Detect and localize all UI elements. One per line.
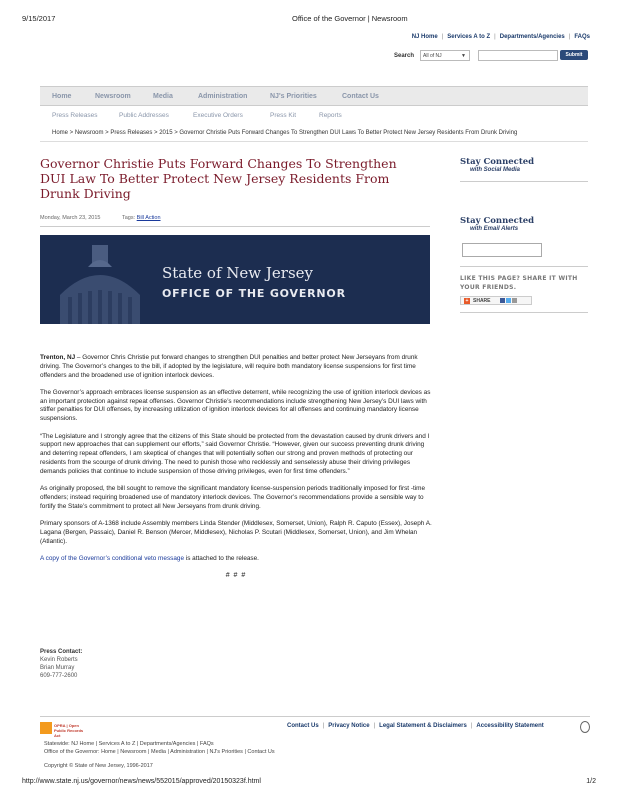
press-contact: [40, 648, 82, 680]
tag-link-bill-action[interactable]: Bill Action: [136, 215, 161, 221]
plus-icon: +: [465, 297, 469, 304]
share-prompt: LIKE THIS PAGE? SHARE IT WITH YOUR FRIENDS.: [460, 275, 578, 291]
separator: |: [441, 34, 444, 40]
separator: |: [568, 34, 571, 40]
email-icon: [512, 298, 517, 303]
footer-privacy-link[interactable]: Privacy Notice: [328, 723, 370, 729]
print-page-number: 1/2: [586, 778, 596, 785]
footer-accessibility-link[interactable]: Accessibility Statement: [476, 723, 544, 729]
footer-nav-lines: [44, 741, 275, 756]
search-input[interactable]: [478, 50, 558, 61]
separator: |: [322, 723, 325, 729]
print-date: 9/15/2017: [22, 14, 56, 23]
nav-faqs[interactable]: FAQs: [574, 34, 590, 40]
page-title: Governor Christie Puts Forward Changes To Strengthen DUI Law To Better Protect New Jersey Residents From Drunk Driving: [40, 156, 397, 201]
stay-connected-social-title: Stay Connected: [460, 157, 535, 167]
nav-departments-agencies[interactable]: Departments/Agencies: [499, 34, 565, 40]
print-title: Office of the Governor | Newsroom: [292, 14, 408, 23]
divider: [40, 226, 430, 227]
search-label: Search: [394, 53, 415, 59]
press-contact-phone: 609-777-2600: [40, 673, 78, 679]
print-url: http://www.state.nj.us/governor/news/news/552015/approved/20150323f.html: [22, 778, 261, 785]
opra-logo[interactable]: OPRA | Open Public Records Act: [40, 721, 84, 737]
sub-nav-press-kit[interactable]: Press Kit: [270, 112, 297, 119]
sub-nav-press-releases[interactable]: Press Releases: [52, 112, 98, 119]
press-contact-name: Kevin Roberts: [40, 657, 78, 663]
sub-nav-public-addresses[interactable]: Public Addresses: [119, 112, 169, 119]
share-button[interactable]: [460, 296, 532, 305]
breadcrumb[interactable]: Home > Newsroom > Press Releases > 2015 > Governor Christie Puts Forward Changes To Strengthen DUI Laws To Better Protect New Jersey Residents From Drunk Driving: [52, 130, 518, 136]
press-contact-name: Brian Murray: [40, 665, 75, 671]
press-contact-heading: Press Contact:: [40, 649, 83, 655]
stay-connected-email-title: Stay Connected: [460, 216, 535, 226]
article-paragraph: As originally proposed, the bill sought to remove the significant mandatory license-suspension periods traditionally imposed for first -time offenders; instead requiring broadened use of mandatory interlock devices. The Governor’s recommendations provide a sensible way to fortify the State’s commitment to protect all New Jerseyans from drunk driving.: [40, 485, 426, 510]
email-alert-input[interactable]: [462, 243, 542, 257]
main-nav: [40, 86, 588, 106]
copyright: Copyright © State of New Jersey, 1996-2017: [44, 763, 153, 769]
banner-office-title: OFFICE OF THE GOVERNOR: [162, 287, 346, 300]
search-submit-button[interactable]: Submit: [560, 50, 588, 60]
stay-connected-email-sub: with Email Alerts: [470, 226, 519, 232]
accessibility-icon[interactable]: [580, 721, 590, 733]
divider: [460, 181, 588, 182]
article-body: [40, 354, 432, 589]
chevron-down-icon: ▼: [461, 53, 466, 59]
article-paragraph: A copy of the Governor’s conditional veto message is attached to the release.: [40, 554, 259, 562]
main-nav-media[interactable]: Media: [153, 93, 173, 100]
footer-office-links[interactable]: Office of the Governor: Home | Newsroom | Media | Administration | NJ's Priorities | Contact Us: [44, 748, 275, 755]
article-paragraph: Trenton, NJ – Governor Chris Christie put forward changes to strengthen DUI penalties and better protect New Jerseyans from drunk driving. The Governor’s changes to the bill, if adopted by the legislature, will require both mandatory license suspensions for first time offenders and the broadened use of ignition interlock devices.: [40, 354, 418, 379]
main-nav-home[interactable]: Home: [52, 93, 72, 100]
separator: |: [470, 723, 473, 729]
banner-state-title: State of New Jersey: [162, 264, 313, 282]
capitol-dome-graphic: [40, 235, 160, 324]
office-banner: [40, 235, 430, 324]
separator: |: [373, 723, 376, 729]
footer-legal-link[interactable]: Legal Statement & Disclaimers: [379, 723, 467, 729]
main-nav-administration[interactable]: Administration: [198, 93, 248, 100]
article-paragraph: Primary sponsors of A-1368 include Assembly members Linda Stender (Middlesex, Somerset, Union), Ralph R. Caputo (Essex), Joseph A. Lagana (Bergen, Passaic), Daniel R. Benson (Mercer, Middlesex), Nicholas P. Scutari (Middlesex, Somerset, Union), and Jim Whelan (Atlantic).: [40, 519, 432, 545]
nav-services-a-to-z[interactable]: Services A to Z: [447, 34, 491, 40]
facebook-icon: [500, 298, 505, 303]
search-scope-value: All of NJ: [423, 53, 442, 59]
article-paragraph: “The Legislature and I strongly agree that the citizens of this State should be protected from the devastation caused by drunk drivers and I support new approaches that can supplement our efforts,” said Governor Christie. “However, given our success preventing drunk driving and deterring repeat offenders, I am skeptical of changes that will potentially soften our strong and proven methods of protecting our residents from the scourge of drunk driving. The need to punish those who recklessly and senselessly abuse their driving privileges demands policies that continue to include suspension of those driving privileges, even for first time offenders.”: [40, 432, 430, 475]
divider: [40, 141, 588, 142]
top-utility-nav: [412, 34, 590, 40]
tags-label: Tags:: [121, 215, 136, 221]
divider: [460, 266, 588, 267]
veto-message-link[interactable]: A copy of the Governor’s conditional veto message: [40, 554, 184, 562]
footer-links: [287, 723, 544, 729]
share-label: SHARE: [473, 298, 491, 304]
search-scope-select[interactable]: [420, 50, 470, 61]
main-nav-priorities[interactable]: NJ's Priorities: [270, 93, 317, 100]
opra-icon: [40, 722, 52, 734]
article-paragraph: The Governor’s approach embraces license suspension as an effective deterrent, while recognizing the use of ignition interlock devices as an important protection against repeat offenses. Governor Christie’s recommendations include strengthening New Jersey’s DUI laws with stiffer penalties for DUI offenses, by increasing utilization of ignition interlock devices for all offenses and continuing mandatory license suspensions.: [40, 388, 431, 423]
sub-nav-executive-orders[interactable]: Executive Orders: [193, 112, 243, 119]
article-meta: [40, 215, 161, 221]
sub-nav-reports[interactable]: Reports: [319, 112, 342, 119]
article-date: Monday, March 23, 2015: [40, 215, 101, 221]
dateline: Trenton, NJ: [40, 354, 76, 361]
divider: [460, 312, 588, 313]
main-nav-contact[interactable]: Contact Us: [342, 93, 379, 100]
twitter-icon: [506, 298, 511, 303]
end-mark: # # #: [225, 572, 247, 580]
divider: [40, 716, 590, 717]
footer-statewide-links[interactable]: Statewide: NJ Home | Services A to Z | Departments/Agencies | FAQs: [44, 741, 214, 747]
main-nav-newsroom[interactable]: Newsroom: [95, 93, 131, 100]
separator: |: [494, 34, 496, 40]
nav-nj-home[interactable]: NJ Home: [411, 34, 438, 40]
footer-contact-link[interactable]: Contact Us: [287, 723, 319, 729]
stay-connected-social-sub: with Social Media: [470, 167, 521, 173]
